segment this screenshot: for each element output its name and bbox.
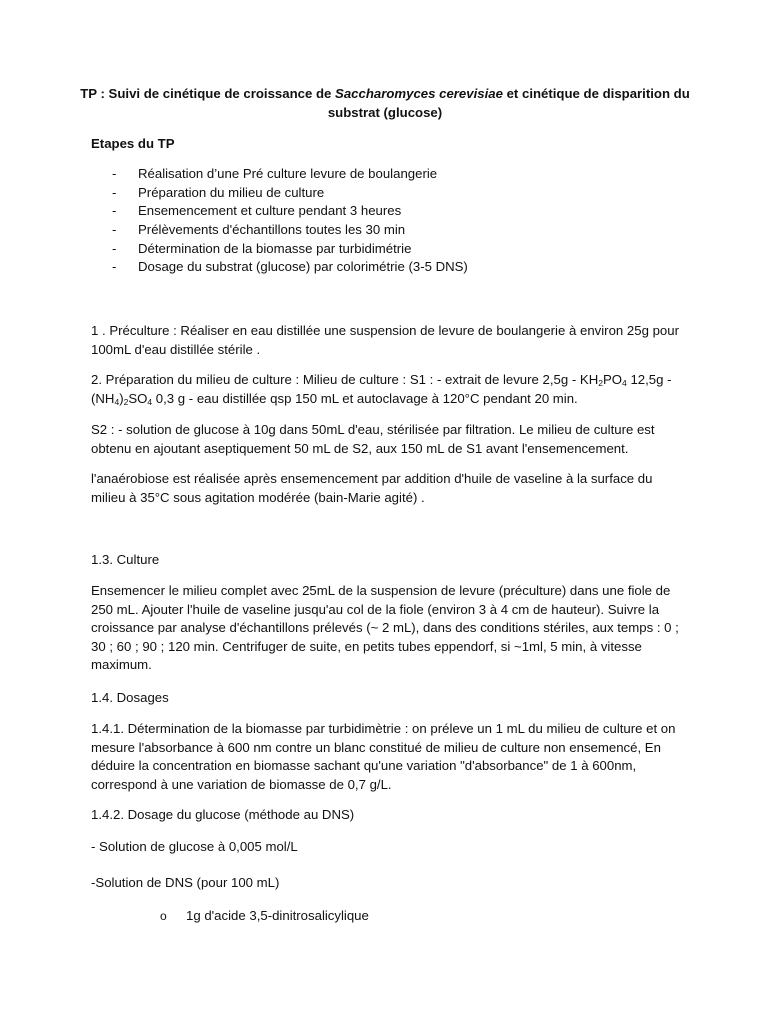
dns-solution: -Solution de DNS (pour 100 mL)	[91, 875, 280, 890]
title-species: Saccharomyces cerevisiae	[335, 86, 503, 101]
list-item	[112, 165, 468, 184]
milieu-paragraph	[91, 371, 681, 408]
subscript: 4	[622, 378, 627, 388]
list-item	[112, 202, 468, 221]
milieu-text: SO	[128, 390, 148, 406]
s2-paragraph: S2 : - solution de glucose à 10g dans 50mL d'eau, stérilisée par filtration. Le milieu de culture est obtenu en ajoutant aseptiquement 50 mL de S2, aux 150 mL de S1 avant l'ensemencement.	[91, 422, 655, 456]
subscript: 2	[123, 396, 129, 407]
title-suffix: et cinétique de disparition du substrat (glucose)	[327, 86, 690, 120]
document-title	[60, 85, 710, 122]
milieu-text: )	[119, 390, 124, 406]
title-prefix: TP : Suivi de cinétique de croissance de	[80, 86, 336, 101]
culture-paragraph: Ensemencer le milieu complet avec 25mL de la suspension de levure (préculture) dans une fiole de 250 mL. Ajouter l'huile de vaseline jusqu'au col de la fiole (environ 3 à 4 cm de hauteur). Suivre la croissance par analyse d'échantillons prélevés (~ 2 mL), dans des conditions stériles, aux temps : 0 ; 30 ; 60 ; 90 ; 120 min. Centrifuger de suite, en petits tubes eppendorf, si ~1ml, 5 min, à vitesse maximum.	[91, 583, 679, 672]
list-item-text: Préparation du milieu de culture	[138, 184, 325, 200]
biomasse-paragraph: 1.4.1. Détermination de la biomasse par turbidimètrie : on préleve un 1 mL du milieu de culture et on mesure l'absorbance à 600 nm contre un blanc constitué de milieu de culture non ensemencé, En déduire la concentration en biomasse sachant qu'une variation "d'absorbance" de 1 à 600nm, correspond à une variation de biomasse de 0,7 g/L.	[91, 721, 676, 792]
list-item	[112, 240, 468, 259]
steps-heading: Etapes du TP	[91, 136, 175, 151]
glucose-solution: - Solution de glucose à 0,005 mol/L	[91, 839, 298, 854]
dosages-heading: 1.4. Dosages	[91, 690, 169, 705]
subscript: 4	[114, 396, 120, 407]
culture-heading: 1.3. Culture	[91, 552, 160, 567]
list-item-text: Détermination de la biomasse par turbidimétrie	[138, 240, 412, 256]
list-dash: -	[112, 240, 117, 256]
list-dash: -	[112, 222, 117, 238]
list-item	[112, 258, 468, 277]
milieu-text: 2. Préparation du milieu de culture : Milieu de culture : S1 : - extrait de levure 2,5g - KH	[91, 372, 599, 387]
dns-item-text: 1g d'acide 3,5-dinitrosalicylique	[186, 908, 369, 923]
dns-list-item	[160, 907, 369, 926]
milieu-text: 0,3 g - eau distillée qsp 150 mL et autoclavage à 120°C pendant 20 min.	[152, 390, 578, 406]
steps-list	[112, 165, 468, 277]
subscript: 4	[147, 396, 153, 407]
preculture-paragraph: 1 . Préculture : Réaliser en eau distillée une suspension de levure de boulangerie à environ 25g pour 100mL d'eau distillée stérile .	[91, 323, 679, 357]
list-item-text: Ensemencement et culture pendant 3 heures	[138, 203, 402, 219]
subscript: 2	[598, 378, 603, 388]
glucose-heading: 1.4.2. Dosage du glucose (méthode au DNS)	[91, 807, 355, 822]
list-item-text: Réalisation d’une Pré culture levure de boulangerie	[138, 166, 438, 181]
list-item	[112, 184, 468, 203]
list-dash: -	[112, 166, 117, 181]
list-dash: -	[112, 259, 117, 275]
circle-bullet-icon: o	[160, 909, 167, 923]
anaerobiose-paragraph: l'anaérobiose est réalisée après ensemencement par addition d'huile de vaseline à la surface du milieu à 35°C sous agitation modérée (bain-Marie agité) .	[91, 471, 653, 505]
list-dash: -	[112, 184, 117, 200]
milieu-text: 12,5g - (NH	[91, 372, 672, 406]
milieu-text: PO	[602, 372, 623, 387]
list-item	[112, 221, 468, 240]
list-dash: -	[112, 203, 117, 219]
list-item-text: Prélèvements d'échantillons toutes les 30 min	[138, 222, 406, 238]
list-item-text: Dosage du substrat (glucose) par colorimétrie (3-5 DNS)	[138, 259, 468, 275]
